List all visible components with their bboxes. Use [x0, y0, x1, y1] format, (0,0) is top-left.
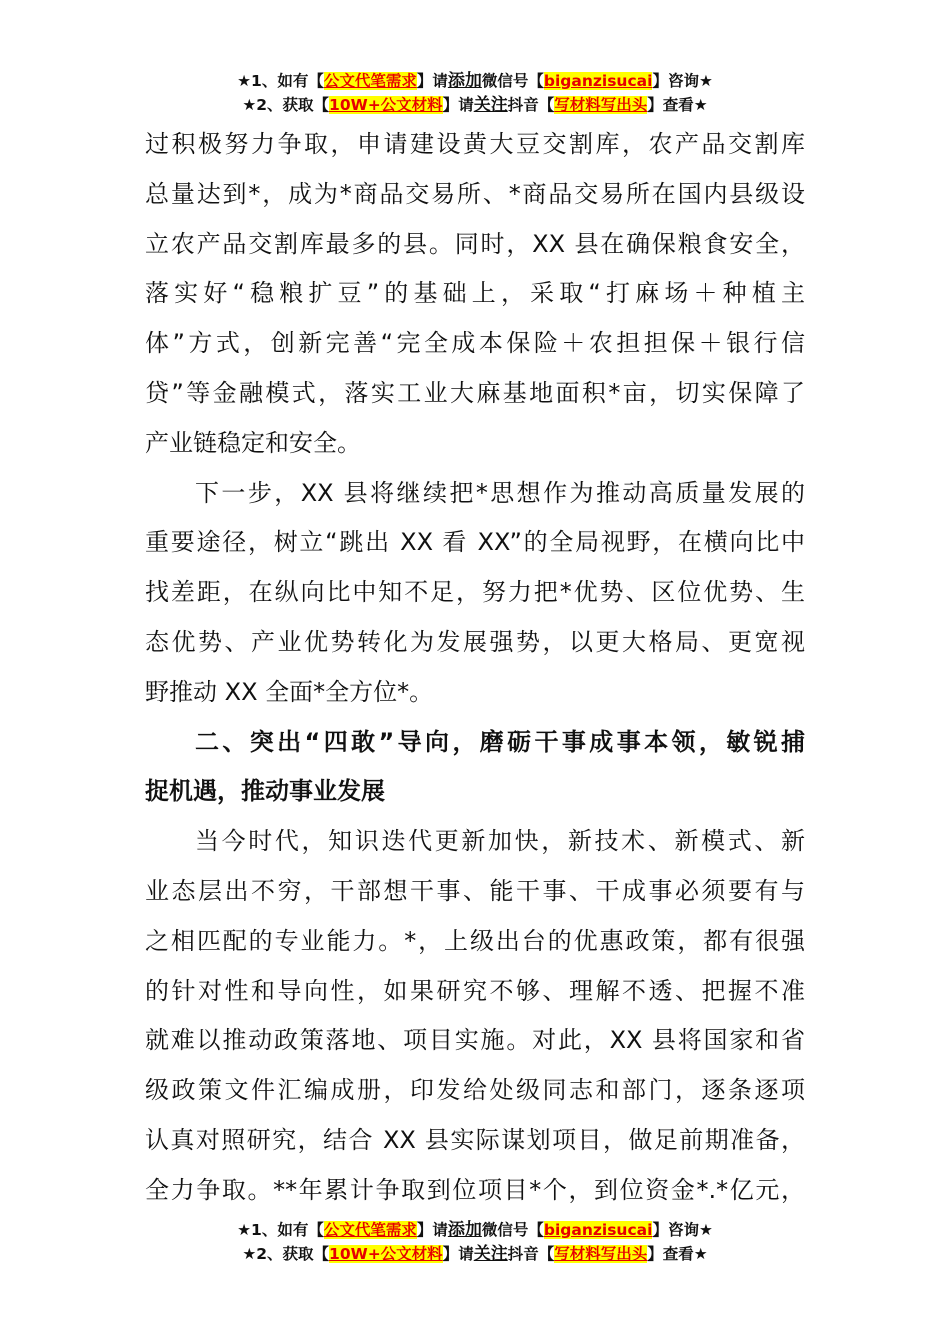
header-banner — [0, 69, 950, 117]
text-line: 级政策文件汇编成册，印发给处级同志和部门，逐条逐项 — [145, 1076, 805, 1105]
banner-text: 】请 — [416, 72, 448, 90]
banner-text: 】请 — [442, 1245, 474, 1263]
section-heading-line: 捉机遇，推动事业发展 — [145, 777, 385, 806]
text-line: 认真对照研究，结合 XX 县实际谋划项目，做足前期准备， — [145, 1125, 805, 1154]
text-line: 产业链稳定和安全。 — [145, 428, 361, 457]
banner-text: ★2、获取【 — [242, 1245, 330, 1263]
text-line: 找差距，在纵向比中知不足，努力把*优势、区位优势、生 — [145, 578, 805, 607]
banner-highlight: 写材料写出头 — [554, 1245, 648, 1263]
banner-text: 】咨询★ — [652, 1221, 713, 1239]
banner-text: 】查看★ — [647, 1245, 708, 1263]
banner-highlight: 公文代笔需求 — [323, 72, 417, 90]
text-line: 立农产品交割库最多的县。同时，XX 县在确保粮食安全， — [145, 229, 805, 258]
document-body — [145, 120, 805, 1216]
banner-text: 】咨询★ — [652, 72, 713, 90]
text-line: 态优势、产业优势转化为发展强势，以更大格局、更宽视 — [145, 627, 805, 656]
text-line: 之相匹配的专业能力。*，上级出台的优惠政策，都有很强 — [145, 926, 805, 955]
banner-text: ★1、如有【 — [237, 72, 324, 90]
banner-highlight: 10W+公文材料 — [329, 96, 443, 114]
text-line: 业态层出不穷，干部想干事、能干事、干成事必须要有与 — [145, 876, 805, 905]
banner-line-2 — [0, 93, 950, 117]
banner-highlight: 写材料写出头 — [554, 96, 648, 114]
banner-text: 抖音【 — [507, 1245, 555, 1263]
text-line: 落实好“稳粮扩豆”的基础上，采取“打麻场＋种植主 — [145, 279, 805, 308]
text-line: 重要途径，树立“跳出 XX 看 XX”的全局视野，在横向比中 — [145, 528, 805, 557]
text-line: 全力争取。**年累计争取到位项目*个，到位资金*.*亿元， — [145, 1175, 805, 1204]
banner-highlight: 公文代笔需求 — [323, 1221, 417, 1239]
banner-text: 】请 — [416, 1221, 448, 1239]
banner-text: 抖音【 — [507, 96, 555, 114]
text-line: 当今时代，知识迭代更新加快，新技术、新模式、新 — [195, 827, 805, 856]
text-line: 贷”等金融模式，落实工业大麻基地面积*亩，切实保障了 — [145, 378, 805, 407]
text-line: 的针对性和导向性，如果研究不够、理解不透、把握不准 — [145, 976, 805, 1005]
text-line: 就难以推动政策落地、项目实施。对此，XX 县将国家和省 — [145, 1026, 805, 1055]
footer-banner — [0, 1218, 950, 1266]
banner-wechat-id: biganzisucai — [543, 72, 653, 90]
banner-text: 】请 — [442, 96, 474, 114]
text-line: 体”方式，创新完善“完全成本保险＋农担担保＋银行信 — [145, 329, 805, 358]
banner-line-1 — [0, 1218, 950, 1242]
text-line: 野推动 XX 全面*全方位*。 — [145, 677, 434, 706]
banner-text: ★1、如有【 — [237, 1221, 324, 1239]
banner-emphasis: 添加 — [447, 71, 482, 91]
banner-highlight: 10W+公文材料 — [329, 1245, 443, 1263]
banner-wechat-id: biganzisucai — [543, 1221, 653, 1239]
banner-emphasis: 关注 — [473, 1244, 508, 1264]
text-line: 过积极努力争取，申请建设黄大豆交割库，农产品交割库 — [145, 130, 805, 158]
section-heading-line: 二、突出“四敢”导向，磨砺干事成事本领，敏锐捕 — [195, 727, 805, 756]
banner-emphasis: 关注 — [473, 95, 508, 115]
banner-text: 微信号【 — [481, 72, 544, 90]
text-line: 下一步，XX 县将继续把*思想作为推动高质量发展的 — [195, 478, 805, 507]
banner-text: 微信号【 — [481, 1221, 544, 1239]
banner-line-1 — [0, 69, 950, 93]
banner-emphasis: 添加 — [447, 1220, 482, 1240]
banner-text: 】查看★ — [647, 96, 708, 114]
banner-line-2 — [0, 1242, 950, 1266]
banner-text: ★2、获取【 — [242, 96, 330, 114]
text-line: 总量达到*，成为*商品交易所、*商品交易所在国内县级设 — [145, 179, 805, 208]
